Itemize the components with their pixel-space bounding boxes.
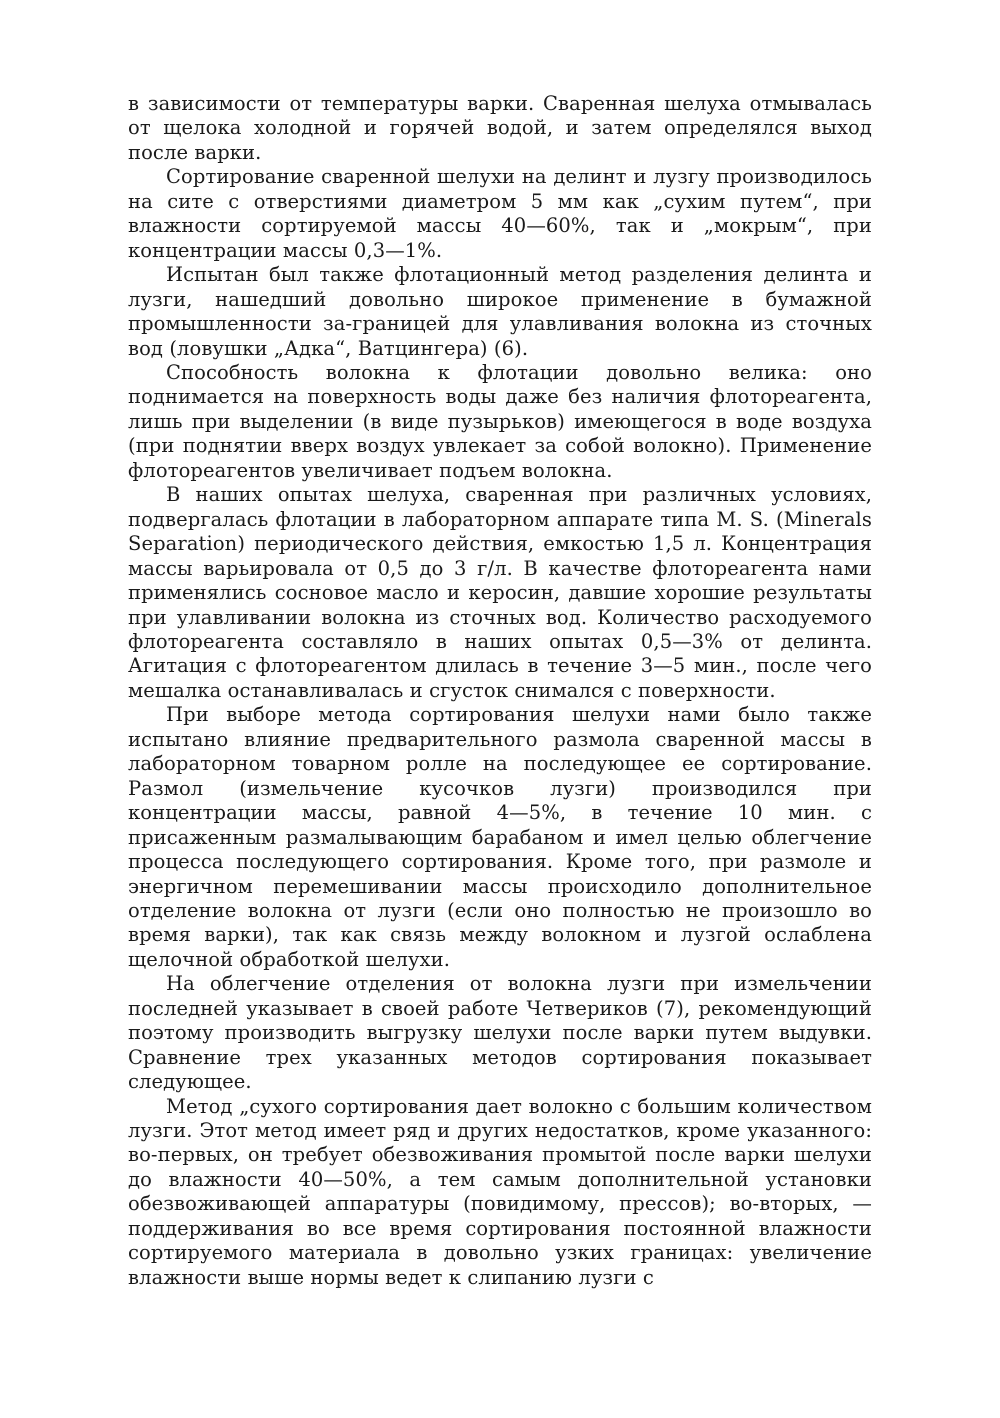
paragraph-4: Способность волокна к флотации довольно велика: оно поднимается на поверхность воды даже без наличия флотореагента, лишь при выделении (в виде пузырьков) имеющегося в воде воздуха (при поднятии вверх воздух увлекает за собой волокно). Применение флотореагентов увеличивает подъем волокна. — [128, 360, 872, 482]
paragraph-1: в зависимости от температуры варки. Сваренная шелуха отмывалась от щелока холодной и горячей водой, и затем определялся выход после варки. — [128, 92, 872, 164]
paragraph-6: При выборе метода сортирования шелухи нами было также испытано влияние предварительного размола сваренной массы в лабораторном товарном ролле на последующее ее сортирование. Размол (измельчение кусочков лузги) производился при концентрации массы, равной 4—5%, в течение 10 мин. с присаженным размалывающим барабаном и имел целью облегчение процесса последующего сортирования. Кроме того, при размоле и энергичном перемешивании массы происходило дополнительное отделение волокна от лузги (если оно полностью не произошло во время варки), так как связь между волокном и лузгой ослаблена щелочной обработкой шелухи. — [128, 703, 872, 971]
paragraph-7: На облегчение отделения от волокна лузги при измельчении последней указывает в своей работе Четвериков (7), рекомендующий поэтому производить выгрузку шелухи после варки путем выдувки. Сравнение трех указанных методов сортирования показывает следующее. — [128, 972, 872, 1094]
paragraph-5: В наших опытах шелуха, сваренная при различных условиях, подвергалась флотации в лабораторном аппарате типа M. S. (Minerals Separation) периодического действия, емкостью 1,5 л. Концентрация массы варьировала от 0,5 до 3 г/л. В качестве флотореагента нами применялись сосновое масло и керосин, давшие хорошие результаты при улавливании волокна из сточных вод. Количество расходуемого флотореагента составляло в наших опытах 0,5—3% от делинта. Агитация с флотореагентом длилась в течение 3—5 мин., после чего мешалка останавливалась и сгусток снимался с поверхности. — [128, 483, 872, 702]
paragraph-2: Сортирование сваренной шелухи на делинт и лузгу производилось на сите с отверстиями диаметром 5 мм как „сухим путем“, при влажности сортируемой массы 40—60%, так и „мокрым“, при концентрации массы 0,3—1%. — [128, 165, 872, 262]
paragraph-8: Метод „сухого сортирования дает волокно с большим количеством лузги. Этот метод имеет ряд и других недостатков, кроме указанного: во-первых, он требует обезвоживания промытой после варки шелухи до влажности 40—50%, а тем самым дополнительной установки обезвоживающей аппаратуры (повидимому, прессов); во-вторых, — поддерживания во все время сортирования постоянной влажности сортируемого материала в довольно узких границах: увеличение влажности выше нормы ведет к слипанию лузги с — [128, 1094, 872, 1289]
document-page — [128, 92, 872, 1290]
paragraph-3: Испытан был также флотационный метод разделения делинта и лузги, нашедший довольно широкое применение в бумажной промышленности за-границей для улавливания волокна из сточных вод (ловушки „Адка“, Ватцингера) (6). — [128, 263, 872, 360]
